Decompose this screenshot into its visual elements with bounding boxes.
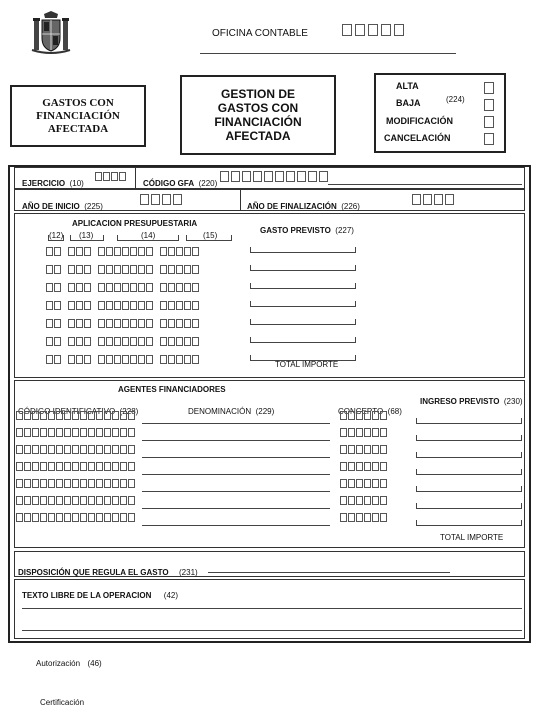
texto-libre-label: TEXTO LIBRE DE LA OPERACION	[22, 591, 152, 600]
concepto-row[interactable]	[340, 428, 388, 445]
office-underline	[200, 53, 456, 54]
row2-divider	[240, 189, 241, 211]
gestion-title-box	[180, 75, 336, 155]
aplicacion-row[interactable]	[46, 315, 206, 333]
op-modificacion-label: MODIFICACIÓN	[386, 116, 453, 126]
aplicacion-title: APLICACION PRESUPUESTARIA	[72, 219, 198, 228]
col-code-13: (13)	[79, 231, 94, 240]
op-cancelacion-checkbox[interactable]	[484, 133, 494, 145]
op-cancelacion-label: CANCELACIÓN	[384, 133, 451, 143]
gfa-boxes[interactable]	[220, 171, 330, 182]
denominacion-line[interactable]	[142, 474, 330, 475]
gasto-field[interactable]	[250, 301, 356, 307]
gasto-field[interactable]	[250, 265, 356, 271]
disposicion-label: DISPOSICIÓN QUE REGULA EL GASTO	[18, 568, 169, 577]
col-bracket-14	[117, 235, 179, 241]
op-alta-label: ALTA	[396, 81, 419, 91]
concepto-row[interactable]	[340, 513, 388, 530]
inicio-field	[22, 196, 103, 214]
concepto-row[interactable]	[340, 479, 388, 496]
codigo-row[interactable]	[16, 513, 136, 530]
ingreso-field[interactable]	[416, 520, 522, 526]
ejercicio-boxes[interactable]	[95, 172, 127, 181]
inicio-label: AÑO DE INICIO	[22, 202, 80, 211]
denominacion-line[interactable]	[142, 491, 330, 492]
codigo-row[interactable]	[16, 411, 136, 428]
codigo-row[interactable]	[16, 445, 136, 462]
gestion-title: GESTION DE GASTOS CON FINANCIACIÓN AFECTADA	[214, 87, 302, 143]
concepto-row[interactable]	[340, 445, 388, 462]
codigo-row[interactable]	[16, 479, 136, 496]
concepto-row[interactable]	[340, 496, 388, 513]
autorizacion-field	[36, 653, 102, 671]
texto-libre-line[interactable]	[22, 630, 522, 631]
ingreso-field[interactable]	[416, 435, 522, 441]
codigo-row[interactable]	[16, 462, 136, 479]
denominacion-line[interactable]	[142, 508, 330, 509]
aplicacion-row[interactable]	[46, 351, 206, 369]
col-code-14: (14)	[141, 231, 156, 240]
ingreso-total-label: TOTAL IMPORTE	[440, 533, 504, 542]
denominacion-line[interactable]	[142, 525, 330, 526]
gfa-code: (220)	[198, 179, 218, 188]
gasto-field[interactable]	[250, 319, 356, 325]
gasto-previsto-header	[260, 220, 354, 238]
concepto-grid[interactable]	[340, 411, 388, 530]
agentes-title: AGENTES FINANCIADORES	[118, 385, 226, 394]
gasto-previsto-code: (227)	[335, 226, 354, 235]
ingreso-field[interactable]	[416, 418, 522, 424]
ingreso-field[interactable]	[416, 503, 522, 509]
texto-libre-code: (42)	[163, 591, 179, 600]
ejercicio-code: (10)	[69, 179, 84, 188]
gasto-field[interactable]	[250, 283, 356, 289]
aplicacion-row[interactable]	[46, 297, 206, 315]
coat-of-arms-emblem	[30, 10, 72, 56]
aplicacion-row[interactable]	[46, 333, 206, 351]
concepto-code: (68)	[387, 407, 402, 416]
codigo-grid[interactable]	[16, 411, 136, 530]
gfa-label: CÓDIGO GFA	[143, 179, 195, 188]
codigo-row[interactable]	[16, 496, 136, 513]
ingreso-field[interactable]	[416, 469, 522, 475]
denominacion-line[interactable]	[142, 423, 330, 424]
gfa-underline	[328, 184, 522, 185]
op-alta-checkbox[interactable]	[484, 82, 494, 94]
aplicacion-row[interactable]	[46, 279, 206, 297]
row1-divider	[135, 167, 136, 189]
fin-field	[247, 196, 360, 214]
fin-boxes[interactable]	[412, 194, 456, 205]
codigo-code: (228)	[119, 407, 139, 416]
office-code-boxes[interactable]	[342, 24, 404, 36]
gastos-title-box	[10, 85, 146, 147]
concepto-row[interactable]	[340, 411, 388, 428]
ingreso-label: INGRESO PREVISTO	[420, 397, 500, 406]
operations-box	[374, 73, 506, 153]
ingreso-header	[420, 391, 523, 409]
denominacion-line[interactable]	[142, 440, 330, 441]
ejercicio-label: EJERCICIO	[22, 179, 66, 188]
aplicacion-row[interactable]	[46, 243, 206, 261]
disposicion-code: (231)	[179, 568, 198, 577]
op-code: (224)	[446, 95, 465, 104]
certificacion-label: Certificación	[40, 698, 85, 707]
codigo-row[interactable]	[16, 428, 136, 445]
op-baja-checkbox[interactable]	[484, 99, 494, 111]
col-bracket-15	[186, 235, 232, 241]
disposicion-field	[18, 562, 198, 580]
gasto-field[interactable]	[250, 337, 356, 343]
gasto-total-label: TOTAL IMPORTE	[275, 360, 339, 369]
ingreso-field[interactable]	[416, 486, 522, 492]
concepto-row[interactable]	[340, 462, 388, 479]
inicio-code: (225)	[84, 202, 103, 211]
fin-label: AÑO DE FINALIZACIÓN	[247, 202, 337, 211]
col-bracket-13	[70, 235, 104, 241]
codigo-label: CÓDIGO IDENTIFICATIVO	[18, 407, 116, 416]
office-label: OFICINA CONTABLE	[212, 28, 308, 39]
denominacion-header	[188, 401, 274, 419]
ingreso-field[interactable]	[416, 452, 522, 458]
aplicacion-row[interactable]	[46, 261, 206, 279]
gasto-field[interactable]	[250, 247, 356, 253]
col-code-12: (12)	[49, 231, 64, 240]
denominacion-code: (229)	[255, 407, 275, 416]
op-baja-label: BAJA	[396, 98, 421, 108]
fin-code: (226)	[341, 202, 360, 211]
disposicion-line[interactable]	[208, 572, 450, 573]
autorizacion-label: Autorización	[36, 659, 81, 668]
col-bracket-12	[48, 235, 64, 241]
denominacion-line[interactable]	[142, 457, 330, 458]
concepto-label: CONCEPTO	[338, 407, 384, 416]
aplicacion-grid[interactable]	[46, 243, 206, 369]
texto-libre-line[interactable]	[22, 608, 522, 609]
op-modificacion-checkbox[interactable]	[484, 116, 494, 128]
inicio-boxes[interactable]	[140, 194, 184, 205]
autorizacion-code: (46)	[87, 659, 102, 668]
gasto-previsto-label: GASTO PREVISTO	[260, 226, 331, 235]
gastos-title: GASTOS CON FINANCIACIÓN AFECTADA	[36, 96, 120, 135]
col-code-15: (15)	[203, 231, 218, 240]
denominacion-label: DENOMINACIÓN	[188, 407, 252, 416]
ingreso-code: (230)	[503, 397, 523, 406]
texto-libre-field	[22, 585, 178, 603]
